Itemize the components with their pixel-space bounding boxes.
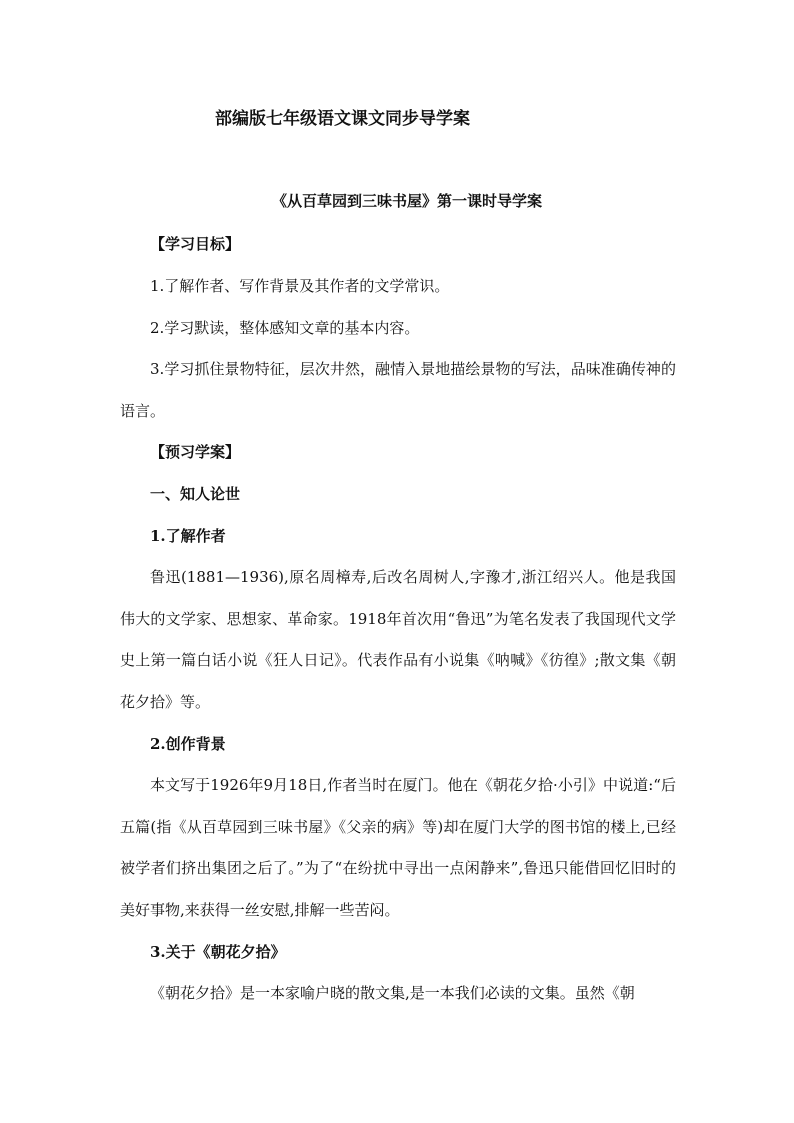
author-paragraph: 鲁迅(1881—1936),原名周樟寿,后改名周树人,字豫才,浙江绍兴人。他是我国伟大的文学家、思想家、革命家。1918年首次用“鲁迅”为笔名发表了我国现代文学史上第一篇白话小说《狂人日记》。代表作品有小说集《呐喊》《彷徨》;散文集《朝花夕拾》等。	[120, 568, 676, 711]
section-one-heading: 一、知人论世	[150, 485, 241, 503]
author-subheading: 1.了解作者	[150, 527, 226, 545]
background-paragraph: 本文写于1926年9月18日,作者当时在厦门。他在《朝花夕拾·小引》中说道:“后五篇(指《从百草园到三味书屋》《父亲的病》等)却在厦门大学的图书馆的楼上,已经被学者们挤出集团之后了。”为了“在纷扰中寻出一点闲静来”,鲁迅只能借回忆旧时的美好事物,来获得一丝安慰,排解一些苦闷。	[120, 776, 676, 919]
collection-subheading: 3.关于《朝花夕拾》	[150, 943, 286, 961]
objective-item-1: 1.了解作者、写作背景及其作者的文学常识。	[150, 277, 450, 295]
background-subheading: 2.创作背景	[150, 735, 226, 753]
objectives-heading: 【学习目标】	[150, 235, 241, 253]
objective-item-3: 3.学习抓住景物特征，层次井然，融情入景地描绘景物的写法，品味准确传神的语言。	[120, 360, 676, 420]
series-title: 部编版七年级语文课文同步导学案	[215, 109, 470, 129]
lesson-title: 《从百草园到三味书屋》第一课时导学案	[272, 192, 543, 210]
preview-heading: 【预习学案】	[150, 443, 241, 461]
objective-item-2: 2.学习默读，整体感知文章的基本内容。	[150, 319, 420, 337]
collection-paragraph: 《朝花夕拾》是一本家喻户晓的散文集,是一本我们必读的文集。虽然《朝	[150, 984, 635, 1002]
